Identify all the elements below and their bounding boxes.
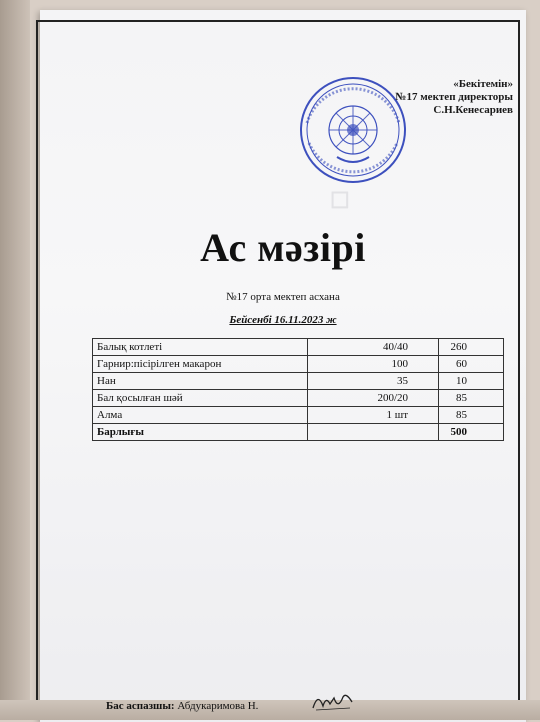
table-row xyxy=(93,390,504,407)
menu-date: Бейсенбі 16.11.2023 ж xyxy=(229,314,337,326)
approval-line-1: «Бекітемін» xyxy=(453,78,513,90)
total-empty-cell xyxy=(308,424,439,441)
chef-signature-line xyxy=(106,700,258,712)
table-row xyxy=(93,373,504,390)
school-canteen-subtitle: №17 орта мектеп асхана xyxy=(226,291,340,303)
approval-line-2: №17 мектеп директоры xyxy=(395,91,513,103)
menu-item: Алма xyxy=(93,407,308,424)
menu-item: Гарнир:пісірілген макарон xyxy=(93,356,308,373)
menu-portion: 35 xyxy=(308,373,439,390)
menu-portion: 40/40 xyxy=(308,339,439,356)
approval-block xyxy=(313,78,513,117)
menu-value: 60 xyxy=(439,356,504,373)
page-title: Ас мәзірі xyxy=(200,225,366,270)
menu-item: Нан xyxy=(93,373,308,390)
total-label: Барлығы xyxy=(93,424,308,441)
menu-value: 85 xyxy=(439,407,504,424)
bleed-through-mark: ☐ xyxy=(330,188,350,213)
chef-label: Бас аспазшы: xyxy=(106,700,175,712)
total-row xyxy=(93,424,504,441)
menu-value: 260 xyxy=(439,339,504,356)
table-row xyxy=(93,407,504,424)
menu-table xyxy=(92,338,504,441)
total-value: 500 xyxy=(439,424,504,441)
table-row xyxy=(93,339,504,356)
approval-line-3: С.Н.Кенесариев xyxy=(433,104,513,116)
chef-name: Абдукаримова Н. xyxy=(177,700,259,712)
menu-portion: 100 xyxy=(308,356,439,373)
background-bottom xyxy=(0,700,540,720)
menu-item: Бал қосылған шәй xyxy=(93,390,308,407)
menu-value: 85 xyxy=(439,390,504,407)
table-row xyxy=(93,356,504,373)
handwritten-signature-icon xyxy=(310,688,356,714)
menu-portion: 1 шт xyxy=(308,407,439,424)
menu-item: Балық котлеті xyxy=(93,339,308,356)
menu-portion: 200/20 xyxy=(308,390,439,407)
background-edge xyxy=(0,0,30,720)
menu-value: 10 xyxy=(439,373,504,390)
